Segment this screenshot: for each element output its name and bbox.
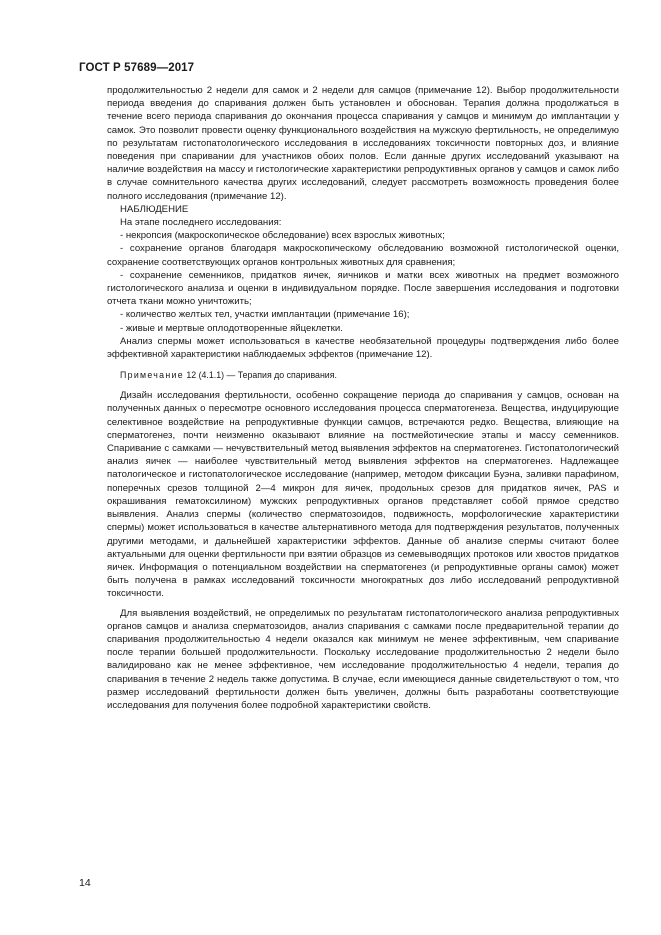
- list-item: - сохранение органов благодаря макроскопическому обследованию возможной гистологической оценки, сохранение соответствующих органов контрольных животных для сравнения;: [107, 243, 619, 268]
- paragraph: Для выявления воздействий, не определимых по результатам гистопатологического анализа репродуктивных органов самцов и анализа сперматозоидов, анализ спаривания с самками после предварительной терапии до спаривания продолжительностью 4 недели оказался как минимум не менее эффективным, чем спаривание после терапии большей продолжительности. Поскольку исследование продолжительностью 2 недели было валидировано как не менее эффективное, чем исследование продолжительностью 4 недели, терапия до спаривания в течение 2 недель также допустима. В случае, если имеющиеся данные свидетельствуют о том, что размер исследований фертильности должен быть увеличен, должны быть разработаны соответствующие исследования для получения более подробной характеристики свойств.: [107, 607, 619, 711]
- note-text: 12 (4.1.1) — Терапия до спаривания.: [183, 370, 337, 381]
- list-item: - живые и мертвые оплодотворенные яйцеклетки.: [120, 322, 343, 334]
- standard-code-header: ГОСТ Р 57689—2017: [79, 62, 195, 74]
- paragraph: Дизайн исследования фертильности, особенно сокращение периода до спаривания у самцов, основан на полученных данных о пересмотре основного исследования процесса сперматогенеза. Вещества, индуцирующие селективное воздействие на репродуктивные функции самцов, встречаются редко. Вещества, влияющие на сперматогенез, почти неизменно оказывают влияние на постмейотические этапы и массу семенников. Спаривание с самками — нечувствительный метод выявления эффектов на сперматогенез. Гистопатологический анализ яичек — наиболее чувствительный метод выявления эффектов на сперматогенез. Надлежащее патологическое и гистопатологическое исследование (например, методом фиксации Буэна, заливки парафином, поперечных срезов толщиной 2—4 микрон для яичек, продольных срезов для придатков яичек, PAS и окрашивания гематоксилином) мужских репродуктивных органов представляет собой прямое средство выявления. Анализ спермы (количество сперматозоидов, подвижность, морфологические характеристики спермы) может использоваться в качестве альтернативного метода для подтверждения результатов, полученных другими методами, и дальнейшей характеристики эффектов. Данные об анализе спермы считают более актуальными для оценки фертильности при взятии образцов из семевыводящих протоков или хвостов придатков яичек. Информация о потенциальном воздействии на сперматогенез (и репродуктивные органы самок) может быть получена в рамках исследований токсичности многократных доз либо исследований репродуктивной токсичности.: [107, 390, 619, 600]
- note: [107, 369, 619, 381]
- list-item: - сохранение семенников, придатков яичек, яичников и матки всех животных на предмет возможного гистологического анализа и оценки в индивидуальном порядке. После завершения исследования и подготовки отчета ткани можно уничтожить;: [107, 269, 619, 308]
- list-intro: На этапе последнего исследования:: [120, 217, 282, 229]
- list-item: - количество желтых тел, участки имплантации (примечание 16);: [120, 309, 410, 321]
- document-body: [107, 84, 619, 712]
- section-heading: НАБЛЮДЕНИЕ: [120, 203, 189, 215]
- list-item: - некропсия (макроскопическое обследование) всех взрослых животных;: [120, 230, 445, 242]
- note-label: Примечание: [120, 370, 184, 381]
- page-number: 14: [79, 877, 91, 889]
- paragraph: Анализ спермы может использоваться в качестве необязательной процедуры подтверждения либо более эффективной характеристики наблюдаемых эффектов (примечание 12).: [107, 335, 619, 361]
- paragraph: продолжительностью 2 недели для самок и 2 недели для самцов (примечание 12). Выбор продолжительности периода введения до спаривания должен быть установлен и обоснован. Терапия должна продолжаться в течение всего периода спаривания до окончания процесса спаривания у самцов и минимум до имплантации у самок. Это позволит провести оценку функционального воздействия на мужскую фертильность, не определимую по результатам гистопатологического исследования в исследованиях токсичности повторных доз, и влияние поведения при спаривании для участников обоих полов. Если данные других исследований указывают на наличие воздействия на массу и гистологические характеристики репродуктивных органов у самцов и самок либо в случае сомнительного качества других исследований, следует рассмотреть возможность проведения более полного исследования (примечание 12).: [107, 85, 619, 202]
